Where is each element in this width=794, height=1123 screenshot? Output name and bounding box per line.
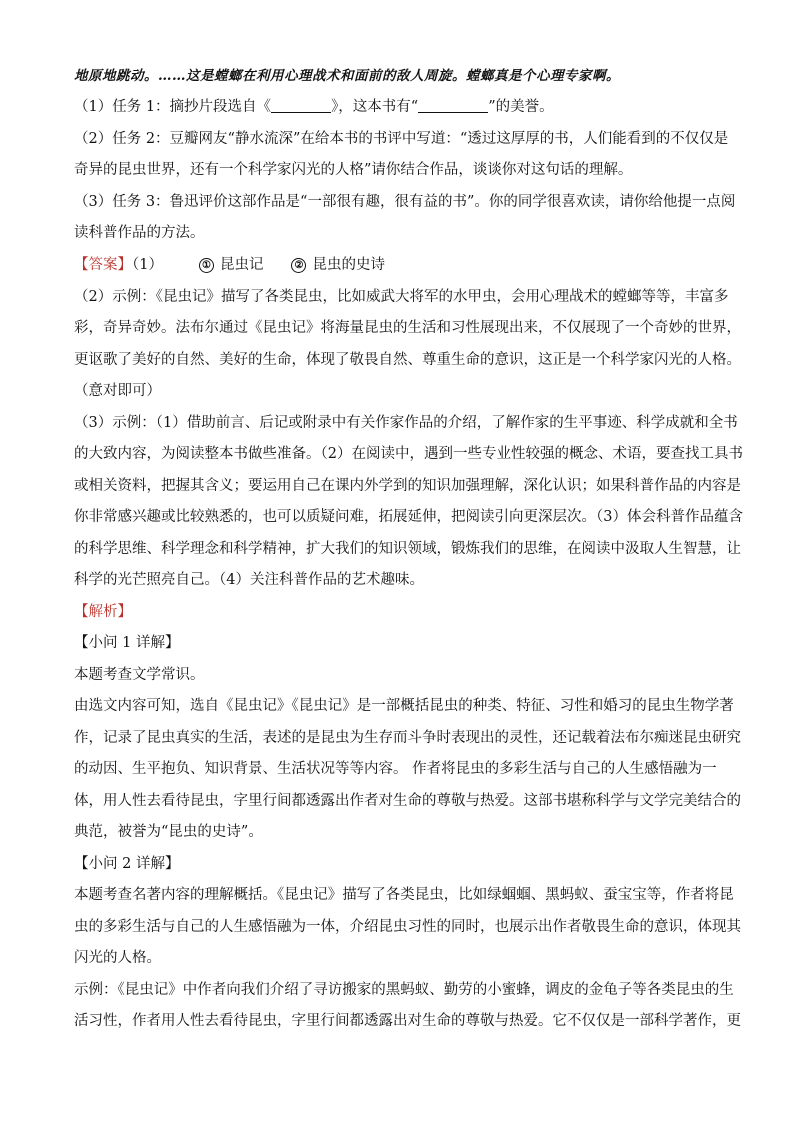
- sub-question-2-line-5: 活习性，作者用人性去看待昆虫，字里行间都透露出对生命的尊敬与热爱。它不仅仅是一部科学著作，更: [74, 1013, 741, 1029]
- task-1: （1）任务 1：摘抄片段选自《 》，这本书有“ ”的美誉。: [74, 99, 554, 115]
- answer-2-line-1: （2）示例：《昆虫记》描写了各类昆虫，比如威武大将军的水甲虫，会用心理战术的螳螂等等，丰富多: [74, 289, 729, 305]
- sub-question-1-line-3: 作，记录了昆虫真实的生活，表述的是昆虫为生存而斗争时表现出的灵性，还记载着法布尔痴迷昆虫研究: [74, 730, 741, 746]
- task-2-line-1: （2）任务 2：豆瓣网友“静水流深”在给本书的书评中写道：“透过这厚厚的书，人们能看到的不仅仅是: [74, 131, 729, 147]
- blank-1[interactable]: [271, 100, 331, 113]
- answer-3-line-3: 或相关资料，把握其含义；要运用自己在课内外学到的知识加强理解，深化认识；如果科普作品的内容是: [74, 478, 741, 494]
- answer-heading: 【答案】: [74, 257, 132, 273]
- sub-question-1-line-5: 体，用人性去看待昆虫，字里行间都透露出作者对生命的尊敬与热爱。这部书堪称科学与文学完美结合的: [74, 793, 741, 809]
- sub-question-1-line-2: 由选文内容可知，选自《昆虫记》《昆虫记》是一部概括昆虫的种类、特征、习性和婚习的昆虫生物学著: [74, 698, 734, 714]
- answer-3-line-6: 科学的光芒照亮自己。（4）关注科普作品的艺术趣味。: [74, 572, 424, 588]
- answer-3-line-4: 你非常感兴趣或比较熟悉的，也可以质疑问难，拓展延伸，把阅读引向更深层次。（3）体会科普作品蕴含: [74, 509, 743, 525]
- answer-3-line-1: （3）示例：（1）借助前言、后记或附录中有关作家作品的介绍，了解作家的生平事迹、科学成就和全书: [74, 415, 738, 431]
- sub-question-2-heading: 【小问 2 详解】: [74, 856, 180, 872]
- passage-excerpt-end: 地原地跳动。……这是螳螂在利用心理战术和面前的敌人周旋。螳螂真是个心理专家啊。: [74, 68, 620, 84]
- sub-question-1-heading: 【小问 1 详解】: [74, 635, 180, 651]
- circled-number-2: ②: [291, 258, 306, 273]
- sub-question-1-line-4: 的动因、生平抱负、知识背景、生活状况等等内容。 作者将昆虫的多彩生活与自己的人生感悟融为一: [74, 761, 717, 777]
- circled-number-1: ①: [199, 258, 214, 273]
- sub-question-1-line-6: 典范，被誉为“昆虫的史诗”。: [74, 824, 263, 840]
- answer-3-line-5: 的科学思维、科学理念和科学精神，扩大我们的知识领域，锻炼我们的思维，在阅读中汲取人生智慧，让: [74, 541, 741, 557]
- answer-3-line-2: 的大致内容，为阅读整本书做些准备。（2）在阅读中，遇到一些专业性较强的概念、术语，要查找工具书: [74, 446, 743, 462]
- sub-question-2-line-3: 闪光的人格。: [74, 950, 161, 966]
- analysis-heading: 【解析】: [74, 604, 132, 620]
- sub-question-2-line-4: 示例：《昆虫记》中作者向我们介绍了寻访搬家的黑蚂蚁、勤劳的小蜜蜂，调皮的金龟子等各类昆虫的生: [74, 982, 734, 998]
- sub-question-2-line-2: 虫的多彩生活与自己的人生感悟融为一体，介绍昆虫习性的同时，也展示出作者敬畏生命的意识，体现其: [74, 919, 741, 935]
- sub-question-1-line-1: 本题考查文学常识。: [74, 667, 205, 683]
- answer-2-line-3: 更讴歌了美好的自然、美好的生命，体现了敬畏自然、尊重生命的意识，这正是一个科学家闪光的人格。: [74, 352, 741, 368]
- blank-2[interactable]: [418, 100, 488, 113]
- task-2-line-2: 奇异的昆虫世界，还有一个科学家闪光的人格”请你结合作品，谈谈你对这句话的理解。: [74, 162, 633, 178]
- answer-2-line-2: 彩，奇异奇妙。法布尔通过《昆虫记》将海量昆虫的生活和习性展现出来，不仅展现了一个奇妙的世界，: [74, 320, 741, 336]
- answer-1: 【答案】（1） ① 昆虫记 ② 昆虫的史诗: [74, 257, 385, 273]
- sub-question-2-line-1: 本题考查名著内容的理解概括。《昆虫记》描写了各类昆虫，比如绿蝈蝈、黑蚂蚁、蚕宝宝等，作者将昆: [74, 887, 734, 903]
- task-3-line-1: （3）任务 3：鲁迅评价这部作品是“一部很有趣，很有益的书”。你的同学很喜欢读，请你给他提一点阅: [74, 194, 736, 210]
- task-3-line-2: 读科普作品的方法。: [74, 225, 205, 241]
- answer-2-line-4: （意对即可）: [74, 383, 161, 399]
